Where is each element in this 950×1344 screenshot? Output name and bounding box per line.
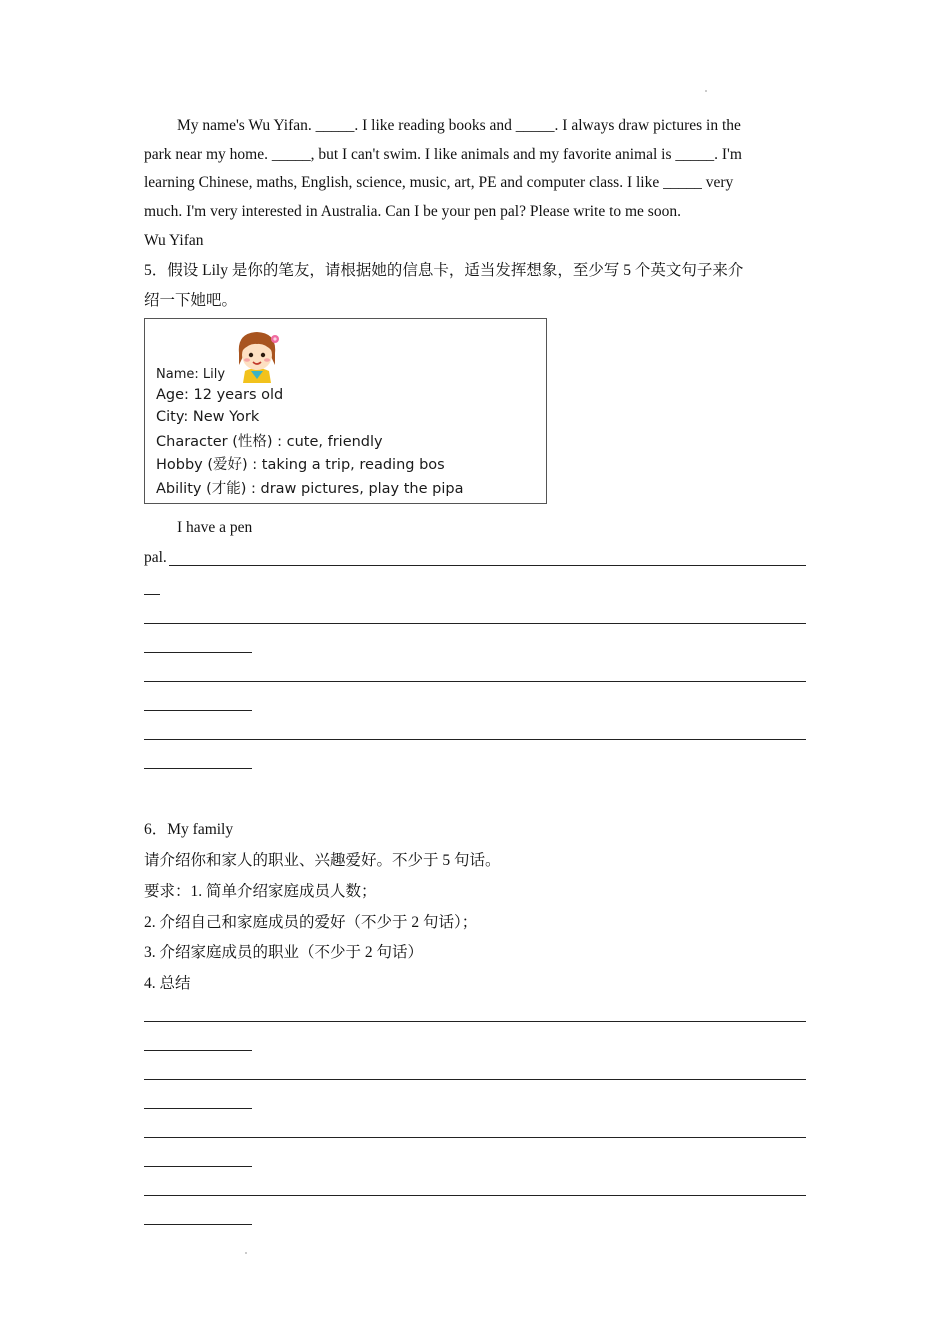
q6-writing-rule[interactable] [144, 1166, 252, 1167]
q6-writing-rule[interactable] [144, 1108, 252, 1109]
card-city: City: New York [156, 409, 260, 425]
q6-writing-rule[interactable] [144, 1137, 806, 1138]
card-ability: Ability (才能) : draw pictures, play the pipa [156, 481, 464, 497]
letter-line-4: much. I'm very interested in Australia. Can I be your pen pal? Please write to me soon. [144, 203, 681, 220]
card-hobby: Hobby (爱好) : taking a trip, reading bos [156, 457, 445, 473]
card-character: Character (性格) : cute, friendly [156, 434, 383, 450]
q6-requirement-1: 要求：1. 简单介绍家庭成员人数； [144, 883, 377, 900]
q6-writing-rule[interactable] [144, 1079, 806, 1080]
q5-writing-rule[interactable] [144, 594, 160, 595]
worksheet-page [144, 0, 806, 1344]
q5-starter-line-2: pal. [144, 549, 167, 566]
q6-requirement-3: 3. 介绍家庭成员的职业（不少于 2 句话） [144, 944, 424, 961]
q5-starter-line-1: I have a pen [177, 519, 253, 536]
q5-writing-rule[interactable] [144, 652, 252, 653]
q5-writing-rule[interactable] [144, 681, 806, 682]
letter-line-3: learning Chinese, maths, English, science, music, art, PE and computer class. I like _____ very [144, 174, 734, 191]
girl-avatar-icon [231, 327, 283, 383]
q6-writing-rule[interactable] [144, 1021, 806, 1022]
q6-requirement-4: 4. 总结 [144, 975, 191, 992]
q5-writing-rule[interactable] [144, 623, 806, 624]
q6-instruction: 请介绍你和家人的职业、兴趣爱好。不少于 5 句话。 [144, 852, 501, 869]
card-name: Name: Lily [156, 367, 226, 382]
q5-writing-rule[interactable] [144, 739, 806, 740]
letter-line-1: My name's Wu Yifan. _____. I like reading books and _____. I always draw pictures in the [177, 117, 741, 134]
q5-writing-rule[interactable] [144, 710, 252, 711]
letter-line-2: park near my home. _____, but I can't swim. I like animals and my favorite animal is _____. I'm [144, 146, 742, 163]
letter-signature: Wu Yifan [144, 232, 204, 249]
q5-prompt-line-2: 绍一下她吧。 [144, 292, 238, 309]
q6-writing-rule[interactable] [144, 1195, 806, 1196]
q6-title: 6．My family [144, 821, 234, 838]
q6-writing-rule[interactable] [144, 1224, 252, 1225]
q6-requirement-2: 2. 介绍自己和家庭成员的爱好（不少于 2 句话）； [144, 914, 478, 931]
lily-info-card [144, 318, 547, 504]
q6-writing-rule[interactable] [144, 1050, 252, 1051]
q5-writing-rule[interactable] [144, 768, 252, 769]
q5-prompt-line-1: 5．假设 Lily 是你的笔友，请根据她的信息卡，适当发挥想象，至少写 5 个英文句子来介 [144, 262, 744, 279]
card-age: Age: 12 years old [156, 387, 284, 403]
q5-writing-rule[interactable] [169, 565, 806, 566]
